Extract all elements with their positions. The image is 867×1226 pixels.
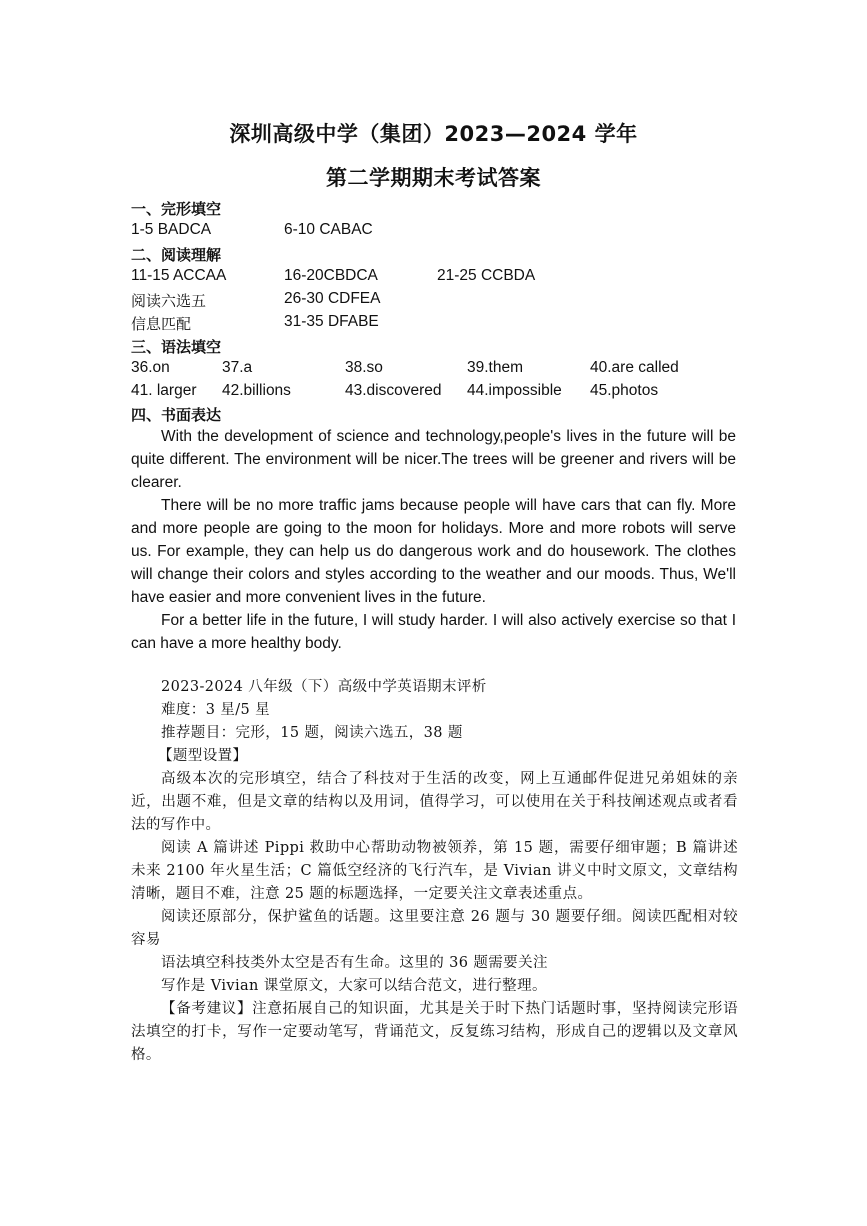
analysis-recommended: 推荐题目：完形，15 题，阅读六选五，38 题 xyxy=(161,725,463,741)
analysis-paragraph: 阅读 A 篇讲述 Pippi 救助中心帮助动物被领养，第 15 题，需要仔细审题；B 篇讲述未来 2100 年火星生活；C 篇低空经济的飞行汽车，是 Vivian 讲义中时文原文，文章结构清晰，题目不难，注意 25 题的标题选择，一定要关注文章表述重点。 xyxy=(131,840,738,902)
page-subtitle: 第二学期期末考试答案 xyxy=(326,166,541,190)
analysis-title: 2023-2024 八年级（下）高级中学英语期末评析 xyxy=(161,679,487,695)
grammar-answer: 43.discovered xyxy=(345,382,442,399)
matching-label: 信息匹配 xyxy=(131,315,192,333)
analysis-paragraph: 写作是 Vivian 课堂原文，大家可以结合范文，进行整理。 xyxy=(161,978,547,994)
analysis-difficulty: 难度：3 星/5 星 xyxy=(161,702,271,718)
analysis-paragraph: 语法填空科技类外太空是否有生命。这里的 36 题需要关注 xyxy=(161,955,548,971)
analysis-paragraph: 阅读还原部分，保护鲨鱼的话题。这里要注意 26 题与 30 题要仔细。阅读匹配相对较容易 xyxy=(131,909,738,948)
cloze-answer-1: 1-5 BADCA xyxy=(131,221,212,238)
cloze-answer-2: 6-10 CABAC xyxy=(284,221,373,238)
grammar-answer: 36.on xyxy=(131,359,170,376)
reading-answer-1: 11-15 ACCAA xyxy=(131,267,227,284)
grammar-answer: 39.them xyxy=(467,359,524,376)
matching-answer: 31-35 DFABE xyxy=(284,313,379,330)
cloze-heading: 一、完形填空 xyxy=(131,200,222,218)
six-choose-five-answer: 26-30 CDFEA xyxy=(284,290,381,307)
advice-paragraph xyxy=(131,998,738,1067)
reading-heading: 二、阅读理解 xyxy=(131,246,222,264)
grammar-answer: 41. larger xyxy=(131,382,197,399)
reading-answer-2: 16-20CBDCA xyxy=(284,267,378,284)
reading-answer-3: 21-25 CCBDA xyxy=(437,267,536,284)
advice-label: 【备考建议】 xyxy=(161,1001,253,1017)
page-title: 深圳高级中学（集团）2023—2024 学年 xyxy=(229,122,638,146)
grammar-answer: 44.impossible xyxy=(467,382,562,399)
advice-text: 注意拓展自己的知识面，尤其是关于时下热门话题时事，坚持阅读完形语法填空的打卡，写作一定要动笔写，背诵范文，反复练习结构，形成自己的逻辑以及文章风格。 xyxy=(131,1001,738,1063)
grammar-answer: 45.photos xyxy=(590,382,659,399)
grammar-answer: 42.billions xyxy=(222,382,291,399)
analysis-paragraph: 高级本次的完形填空，结合了科技对于生活的改变，网上互通邮件促进兄弟姐妹的亲近，出题不难，但是文章的结构以及用词，值得学习，可以使用在关于科技阐述观点或者看法的写作中。 xyxy=(131,771,738,833)
grammar-heading: 三、语法填空 xyxy=(131,338,222,356)
writing-heading: 四、书面表达 xyxy=(131,406,222,424)
essay-paragraph: For a better life in the future, I will study harder. I will also actively exercise so that I can have a more healthy body. xyxy=(131,612,736,652)
grammar-answer: 40.are called xyxy=(590,359,679,376)
essay-paragraph: There will be no more traffic jams because people will have cars that can fly. More and more people are going to the moon for holidays. More and more robots will serve us. For example, they can help us do dangerous work and do housework. The clothes will change their colors and styles according to the weather and our moods. Thus, We'll have easier and more convenient lives in the future. xyxy=(131,497,736,606)
essay-paragraph: With the development of science and technology,people's lives in the future will be quite different. The environment will be nicer.The trees will be greener and rivers will be clearer. xyxy=(131,428,736,491)
question-type-heading: 【题型设置】 xyxy=(158,748,248,764)
six-choose-five-label: 阅读六选五 xyxy=(131,292,207,310)
grammar-answer: 38.so xyxy=(345,359,383,376)
grammar-answer: 37.a xyxy=(222,359,253,376)
